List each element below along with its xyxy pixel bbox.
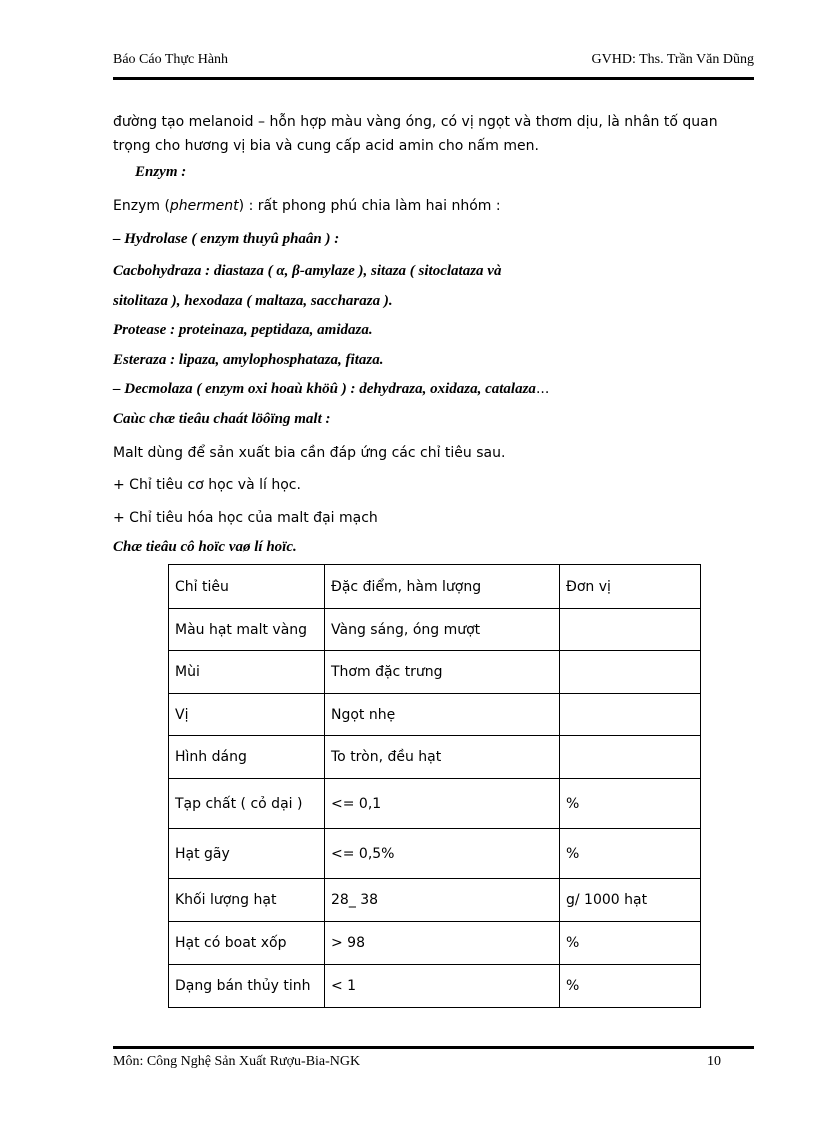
header-cell-criterion: Chỉ tiêu bbox=[169, 565, 325, 609]
header-divider bbox=[113, 77, 754, 80]
table-header-row bbox=[169, 565, 701, 609]
decmolaza-text: – Decmolaza ( enzym oxi hoaù khöû ) : dehydraza, oxidaza, catalaza bbox=[113, 381, 536, 397]
page-number: 10 bbox=[707, 1054, 721, 1069]
header-cell-unit: Đơn vị bbox=[560, 565, 701, 609]
table-cell: Khối lượng hạt bbox=[169, 879, 325, 922]
table-cell: Dạng bán thủy tinh bbox=[169, 965, 325, 1008]
table-cell: % bbox=[560, 829, 701, 879]
table-cell: % bbox=[560, 965, 701, 1008]
header-instructor: GVHD: Ths. Trần Văn Dũng bbox=[591, 52, 754, 67]
table-cell: Mùi bbox=[169, 651, 325, 694]
footer-course: Môn: Công Nghệ Sản Xuất Rượu-Bia-NGK bbox=[113, 1054, 361, 1069]
table-cell: Tạp chất ( cỏ dại ) bbox=[169, 779, 325, 829]
header-title: Báo Cáo Thực Hành bbox=[113, 52, 229, 67]
cacbohydraza-line-1: Cacbohydraza : diastaza ( α, β-amylaze ), sitaza ( sitoclataza và bbox=[113, 263, 502, 279]
decmolaza-ellipsis: ... bbox=[535, 381, 550, 397]
table-row bbox=[169, 829, 701, 879]
paragraph-melanoid: đường tạo melanoid – hỗn hợp màu vàng óng, có vị ngọt và thơm dịu, là nhân tố quan trọng cho hương vị bia và cung cấp acid amin cho nấm men. bbox=[113, 114, 718, 154]
table-cell: g/ 1000 hạt bbox=[560, 879, 701, 922]
table-cell bbox=[560, 694, 701, 736]
table-cell bbox=[560, 736, 701, 779]
table-cell: <= 0,5% bbox=[325, 829, 560, 879]
table-row bbox=[169, 694, 701, 736]
enzym-intro-c: ) : rất phong phú chia làm hai nhóm : bbox=[238, 198, 501, 214]
enzym-intro bbox=[113, 197, 758, 215]
list-item-chemical: + Chỉ tiêu hóa học của malt đại mạch bbox=[113, 510, 378, 526]
enzym-intro-a: Enzym ( bbox=[113, 198, 170, 214]
table-cell: Hạt có boat xốp bbox=[169, 922, 325, 965]
table-cell: Hạt gãy bbox=[169, 829, 325, 879]
hydrolase-line: – Hydrolase ( enzym thuyû phaân ) : bbox=[113, 231, 340, 247]
table-cell: <= 0,1 bbox=[325, 779, 560, 829]
table-cell: Ngọt nhẹ bbox=[325, 694, 560, 736]
malt-intro: Malt dùng để sản xuất bia cần đáp ứng các chỉ tiêu sau. bbox=[113, 445, 506, 461]
table-cell bbox=[560, 651, 701, 694]
table-row bbox=[169, 779, 701, 829]
table-cell: Hình dáng bbox=[169, 736, 325, 779]
decmolaza-line bbox=[113, 380, 758, 398]
table-cell bbox=[560, 609, 701, 651]
enzym-heading: Enzym : bbox=[135, 164, 187, 180]
table-row bbox=[169, 651, 701, 694]
page-footer bbox=[113, 1054, 721, 1070]
footer-divider bbox=[113, 1046, 754, 1049]
table-cell: % bbox=[560, 779, 701, 829]
table-cell: 28_ 38 bbox=[325, 879, 560, 922]
table-cell: % bbox=[560, 922, 701, 965]
table-cell: Thơm đặc trưng bbox=[325, 651, 560, 694]
header-cell-characteristic: Đặc điểm, hàm lượng bbox=[325, 565, 560, 609]
table-row bbox=[169, 965, 701, 1008]
table-row bbox=[169, 609, 701, 651]
table-cell: > 98 bbox=[325, 922, 560, 965]
list-item-mechanical: + Chỉ tiêu cơ học và lí học. bbox=[113, 477, 301, 493]
table-cell: Màu hạt malt vàng bbox=[169, 609, 325, 651]
physical-heading: Chæ tieâu cô hoïc vaø lí hoïc. bbox=[113, 539, 297, 555]
table-cell: Vàng sáng, óng mượt bbox=[325, 609, 560, 651]
esteraza-line: Esteraza : lipaza, amylophosphataza, fitaza. bbox=[113, 352, 384, 368]
cacbohydraza-line-2: sitolitaza ), hexodaza ( maltaza, saccharaza ). bbox=[113, 293, 393, 309]
protease-line: Protease : proteinaza, peptidaza, amidaza. bbox=[113, 322, 373, 338]
table-cell: < 1 bbox=[325, 965, 560, 1008]
quality-heading: Caùc chæ tieâu chaát löôïng malt : bbox=[113, 411, 331, 427]
page-header bbox=[113, 52, 754, 68]
table-row bbox=[169, 736, 701, 779]
table-row bbox=[169, 879, 701, 922]
table-cell: To tròn, đều hạt bbox=[325, 736, 560, 779]
table-cell: Vị bbox=[169, 694, 325, 736]
enzym-intro-pherment: pherment bbox=[169, 198, 239, 214]
malt-spec-table bbox=[168, 564, 701, 1008]
table-row bbox=[169, 922, 701, 965]
